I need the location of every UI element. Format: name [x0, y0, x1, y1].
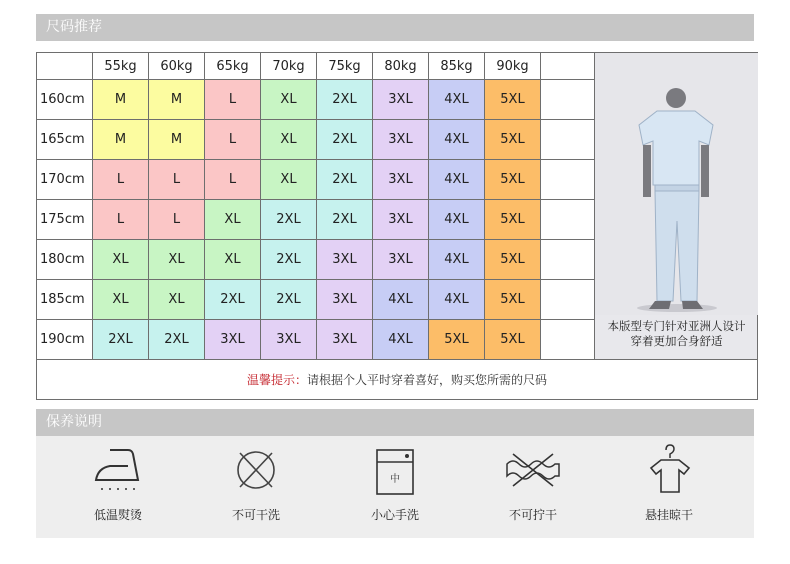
size-cell: 4XL: [429, 80, 485, 120]
size-cell: M: [93, 120, 149, 160]
size-cell: 5XL: [485, 240, 541, 280]
svg-text:中: 中: [390, 474, 400, 485]
care-item-dry-clean: [196, 436, 316, 523]
size-cell: M: [149, 80, 205, 120]
section-title: 保养说明: [46, 414, 102, 430]
care-item-hang-dry: [609, 436, 729, 523]
size-chart-table: [36, 52, 758, 400]
weight-header-65kg: 65kg: [205, 53, 261, 80]
size-cell: L: [205, 120, 261, 160]
size-cell: L: [149, 200, 205, 240]
care-item-hand-wash: [335, 436, 455, 523]
blank-cell: [541, 160, 595, 200]
size-cell: L: [205, 80, 261, 120]
size-cell: 2XL: [317, 120, 373, 160]
size-cell: 4XL: [429, 280, 485, 320]
size-cell: 3XL: [373, 240, 429, 280]
size-cell: 2XL: [261, 200, 317, 240]
size-cell: 2XL: [317, 200, 373, 240]
size-cell: XL: [261, 160, 317, 200]
size-cell: 5XL: [485, 160, 541, 200]
weight-header-row: [37, 53, 758, 80]
hang-dry-icon: [639, 442, 699, 498]
care-label: 悬挂晾干: [644, 508, 693, 522]
blank-cell: [541, 80, 595, 120]
size-cell: 2XL: [205, 280, 261, 320]
size-cell: L: [205, 160, 261, 200]
size-cell: XL: [93, 240, 149, 280]
section-title: 尺码推荐: [46, 19, 102, 35]
size-cell: 4XL: [373, 320, 429, 360]
size-cell: L: [93, 160, 149, 200]
size-cell: 4XL: [429, 200, 485, 240]
figure-caption: [595, 319, 758, 349]
care-label: 小心手洗: [370, 508, 419, 522]
weight-header-55kg: 55kg: [93, 53, 149, 80]
size-cell: 2XL: [93, 320, 149, 360]
tip-label: 温馨提示：: [246, 373, 307, 387]
blank-cell: [541, 240, 595, 280]
size-cell: 2XL: [149, 320, 205, 360]
weight-header-85kg: 85kg: [429, 53, 485, 80]
size-cell: L: [149, 160, 205, 200]
height-label: 185cm: [37, 280, 93, 320]
blank-cell: [541, 120, 595, 160]
weight-header-75kg: 75kg: [317, 53, 373, 80]
corner-cell: [37, 53, 93, 80]
size-cell: 3XL: [373, 120, 429, 160]
weight-header-90kg: 90kg: [485, 53, 541, 80]
size-cell: 3XL: [373, 80, 429, 120]
size-cell: 2XL: [317, 160, 373, 200]
height-label: 175cm: [37, 200, 93, 240]
size-cell: 5XL: [485, 120, 541, 160]
size-cell: XL: [205, 200, 261, 240]
no-dry-clean-icon: [226, 442, 286, 498]
size-cell: 5XL: [485, 280, 541, 320]
size-cell: 5XL: [485, 80, 541, 120]
size-cell: 2XL: [261, 280, 317, 320]
size-cell: 4XL: [429, 240, 485, 280]
size-cell: 4XL: [429, 160, 485, 200]
size-cell: 2XL: [317, 80, 373, 120]
size-cell: M: [93, 80, 149, 120]
size-cell: 4XL: [429, 120, 485, 160]
hand-wash-icon: [365, 442, 425, 498]
weight-header-70kg: 70kg: [261, 53, 317, 80]
care-instructions-header: [36, 409, 754, 436]
height-label: 190cm: [37, 320, 93, 360]
size-cell: 3XL: [373, 200, 429, 240]
size-recommendation-header: [36, 14, 754, 41]
blank-cell: [541, 280, 595, 320]
size-cell: XL: [149, 280, 205, 320]
size-tip: [37, 360, 758, 400]
iron-low-temp-icon: [88, 442, 148, 498]
blank-cell: [541, 200, 595, 240]
size-cell: 3XL: [317, 240, 373, 280]
size-cell: 3XL: [261, 320, 317, 360]
size-cell: 4XL: [373, 280, 429, 320]
size-cell: XL: [261, 120, 317, 160]
size-cell: 5XL: [429, 320, 485, 360]
blank-header-cell: [541, 53, 595, 80]
size-cell: 5XL: [485, 200, 541, 240]
size-cell: 3XL: [373, 160, 429, 200]
no-wring-icon: [503, 442, 563, 498]
size-cell: 2XL: [261, 240, 317, 280]
height-label: 165cm: [37, 120, 93, 160]
care-item-iron: [58, 436, 178, 523]
size-cell: XL: [93, 280, 149, 320]
care-label: 低温熨烫: [93, 508, 142, 522]
care-label: 不可拧干: [508, 508, 557, 522]
figure-caption-line1: 本版型专门针对亚洲人设计: [607, 319, 746, 333]
size-cell: L: [93, 200, 149, 240]
height-label: 160cm: [37, 80, 93, 120]
care-instructions-panel: [36, 436, 754, 538]
size-cell: XL: [261, 80, 317, 120]
blank-cell: [541, 320, 595, 360]
size-cell: 5XL: [485, 320, 541, 360]
size-cell: 3XL: [317, 320, 373, 360]
height-label: 180cm: [37, 240, 93, 280]
size-cell: 3XL: [205, 320, 261, 360]
figure-caption-line2: 穿着更加合身舒适: [630, 334, 723, 348]
tip-text: 请根据个人平时穿着喜好，购买您所需的尺码: [307, 373, 548, 387]
size-cell: XL: [205, 240, 261, 280]
weight-header-60kg: 60kg: [149, 53, 205, 80]
model-figure-image: [595, 53, 758, 315]
care-item-no-wring: [473, 436, 593, 523]
size-cell: M: [149, 120, 205, 160]
care-label: 不可干洗: [231, 508, 280, 522]
size-cell: 3XL: [317, 280, 373, 320]
weight-header-80kg: 80kg: [373, 53, 429, 80]
height-label: 170cm: [37, 160, 93, 200]
size-cell: XL: [149, 240, 205, 280]
tip-row: [37, 360, 758, 400]
model-figure-panel: [595, 53, 758, 360]
